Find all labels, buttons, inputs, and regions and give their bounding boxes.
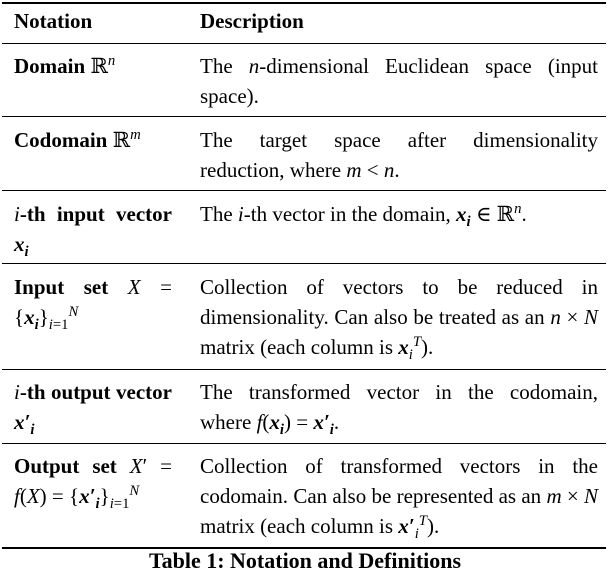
row-notation-codomain: Codomain ℝ$^m$ <box>14 127 141 152</box>
row-rule <box>2 190 606 191</box>
row-description-codomain: The target space after dimensionality reduction, where m < n. <box>200 128 598 182</box>
row-description-output-vector: The transformed vector in the codomain, where $f(x_i) = x'_i$. <box>200 380 598 439</box>
row-rule <box>2 263 606 264</box>
header-notation: Notation <box>14 9 93 33</box>
row-notation-output-set: Output set $X' = f(X) = \{x'_i\}_{i=1}^N$ <box>14 454 173 513</box>
row-notation-input-set: Input set $X = \{x_i\}_{i=1}^N$ <box>14 275 172 334</box>
header-rule <box>2 43 606 44</box>
table-caption: Table 1: Notation and Definitions <box>148 548 462 573</box>
row-description-input-set: Collection of vectors to be reduced in dimensionality. Can also be treated as an n × N matrix (each column is $x_i^T$). <box>200 275 599 364</box>
row-description-output-set: Collection of transformed vectors in the codomain. Can also be represented as an m × N matrix (each column is $x'_i^T$). <box>200 454 599 543</box>
row-notation-input-vector: i-th input vector $x_i$ <box>14 202 172 261</box>
row-notation-domain: Domain ℝ$^n$ <box>14 53 116 78</box>
row-notation-output-vector: i-th output vector $x'_i$ <box>14 380 172 439</box>
row-rule <box>2 116 606 117</box>
row-rule <box>2 443 606 444</box>
row-rule <box>2 369 606 370</box>
row-description-input-vector: The i-th vector in the domain, $x_i$ ∈ ℝ$^n$. <box>200 201 527 231</box>
top-rule <box>2 2 606 4</box>
row-description-domain: The n-dimensional Euclidean space (input space). <box>200 54 598 108</box>
header-description: Description <box>200 9 304 33</box>
